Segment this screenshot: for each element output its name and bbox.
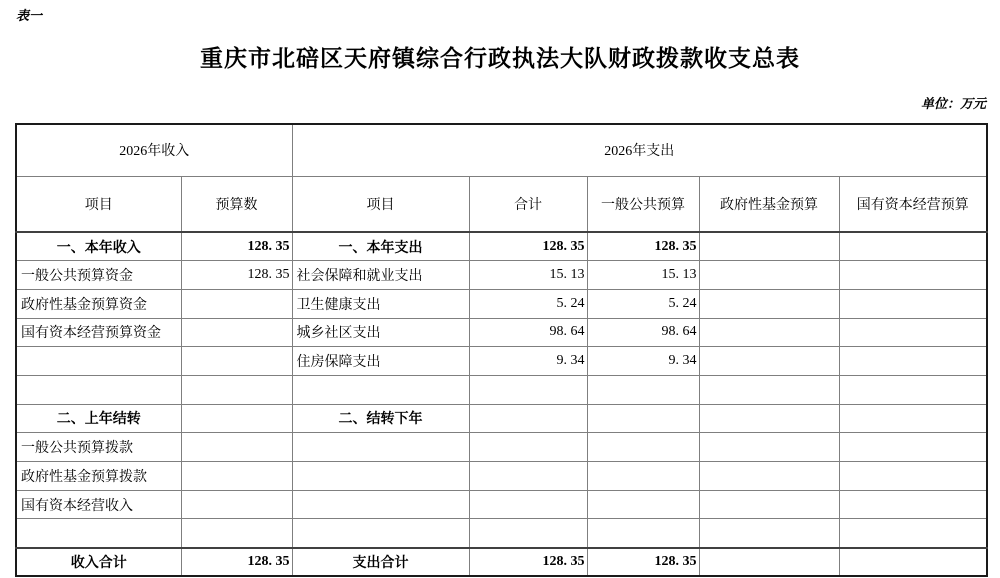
- item-cell: 政府性基金预算资金: [16, 289, 181, 318]
- value-cell: 128. 35: [181, 261, 292, 290]
- item-cell: [292, 433, 469, 462]
- value-cell: [469, 490, 587, 519]
- value-cell: [469, 433, 587, 462]
- value-cell: [181, 404, 292, 433]
- table-row: [16, 519, 987, 548]
- unit-note: 单位：万元: [920, 96, 986, 111]
- item-cell: 国有资本经营预算资金: [16, 318, 181, 347]
- table-row: [16, 404, 987, 433]
- table-row: [16, 232, 987, 261]
- value-cell: 98. 64: [469, 318, 587, 347]
- value-cell: [839, 347, 987, 376]
- value-cell: [181, 490, 292, 519]
- value-cell: [839, 232, 987, 261]
- column-header-government-fund: 政府性基金预算: [699, 176, 839, 232]
- value-cell: 5. 24: [587, 289, 699, 318]
- budget-table: [15, 123, 988, 577]
- table-row: [16, 347, 987, 376]
- item-cell: 城乡社区支出: [292, 318, 469, 347]
- value-cell: [587, 519, 699, 548]
- item-cell: [292, 375, 469, 404]
- value-cell: 9. 34: [469, 347, 587, 376]
- value-cell: [587, 404, 699, 433]
- page-title: 重庆市北碚区天府镇综合行政执法大队财政拨款收支总表: [200, 45, 800, 71]
- value-cell: [181, 318, 292, 347]
- value-cell: [839, 433, 987, 462]
- item-cell: [292, 490, 469, 519]
- value-cell: 5. 24: [469, 289, 587, 318]
- value-cell: [587, 375, 699, 404]
- value-cell: 9. 34: [587, 347, 699, 376]
- column-header-expenditure-item: 项目: [292, 176, 469, 232]
- value-cell: 128. 35: [469, 232, 587, 261]
- revenue-group-header: 2026年收入: [16, 124, 292, 176]
- value-cell: 15. 13: [587, 261, 699, 290]
- table-column-header-row: [16, 176, 987, 232]
- value-cell: 128. 35: [469, 548, 587, 577]
- item-cell: 收入合计: [16, 548, 181, 577]
- value-cell: 15. 13: [469, 261, 587, 290]
- value-cell: [181, 519, 292, 548]
- value-cell: [699, 433, 839, 462]
- item-cell: 社会保障和就业支出: [292, 261, 469, 290]
- value-cell: 128. 35: [181, 548, 292, 577]
- value-cell: 98. 64: [587, 318, 699, 347]
- value-cell: [587, 490, 699, 519]
- item-cell: 政府性基金预算拨款: [16, 462, 181, 491]
- table-row: [16, 375, 987, 404]
- item-cell: 二、上年结转: [16, 404, 181, 433]
- value-cell: [699, 404, 839, 433]
- column-header-general-public: 一般公共预算: [587, 176, 699, 232]
- value-cell: [181, 462, 292, 491]
- expenditure-group-header: 2026年支出: [292, 124, 987, 176]
- value-cell: 128. 35: [587, 548, 699, 577]
- value-cell: [181, 289, 292, 318]
- value-cell: [839, 261, 987, 290]
- value-cell: 128. 35: [587, 232, 699, 261]
- table-row: [16, 490, 987, 519]
- table-row: [16, 548, 987, 577]
- value-cell: [699, 375, 839, 404]
- table-group-header-row: [16, 124, 987, 176]
- item-cell: 一、本年支出: [292, 232, 469, 261]
- item-cell: 二、结转下年: [292, 404, 469, 433]
- value-cell: [839, 462, 987, 491]
- item-cell: [16, 347, 181, 376]
- value-cell: [699, 519, 839, 548]
- table-row: [16, 261, 987, 290]
- item-cell: [292, 519, 469, 548]
- value-cell: [699, 232, 839, 261]
- value-cell: [839, 490, 987, 519]
- value-cell: [839, 289, 987, 318]
- value-cell: [469, 462, 587, 491]
- column-header-revenue-item: 项目: [16, 176, 181, 232]
- value-cell: [839, 318, 987, 347]
- value-cell: [699, 548, 839, 577]
- item-cell: 支出合计: [292, 548, 469, 577]
- value-cell: [181, 347, 292, 376]
- item-cell: 住房保障支出: [292, 347, 469, 376]
- value-cell: [469, 519, 587, 548]
- value-cell: [181, 433, 292, 462]
- item-cell: 一般公共预算拨款: [16, 433, 181, 462]
- value-cell: [587, 433, 699, 462]
- value-cell: [839, 404, 987, 433]
- value-cell: [699, 289, 839, 318]
- item-cell: 一般公共预算资金: [16, 261, 181, 290]
- column-header-total: 合计: [469, 176, 587, 232]
- value-cell: [839, 375, 987, 404]
- value-cell: [469, 375, 587, 404]
- value-cell: [587, 462, 699, 491]
- value-cell: [839, 519, 987, 548]
- table-row: [16, 318, 987, 347]
- value-cell: [699, 490, 839, 519]
- value-cell: [469, 404, 587, 433]
- value-cell: 128. 35: [181, 232, 292, 261]
- value-cell: [181, 375, 292, 404]
- item-cell: 卫生健康支出: [292, 289, 469, 318]
- item-cell: [16, 519, 181, 548]
- table-number-label: 表一: [16, 8, 43, 23]
- value-cell: [699, 318, 839, 347]
- value-cell: [839, 548, 987, 577]
- column-header-budget-amount: 预算数: [181, 176, 292, 232]
- table-row: [16, 433, 987, 462]
- item-cell: 一、本年收入: [16, 232, 181, 261]
- column-header-state-capital: 国有资本经营预算: [839, 176, 987, 232]
- item-cell: 国有资本经营收入: [16, 490, 181, 519]
- value-cell: [699, 462, 839, 491]
- table-row: [16, 289, 987, 318]
- item-cell: [16, 375, 181, 404]
- value-cell: [699, 261, 839, 290]
- value-cell: [699, 347, 839, 376]
- item-cell: [292, 462, 469, 491]
- table-row: [16, 462, 987, 491]
